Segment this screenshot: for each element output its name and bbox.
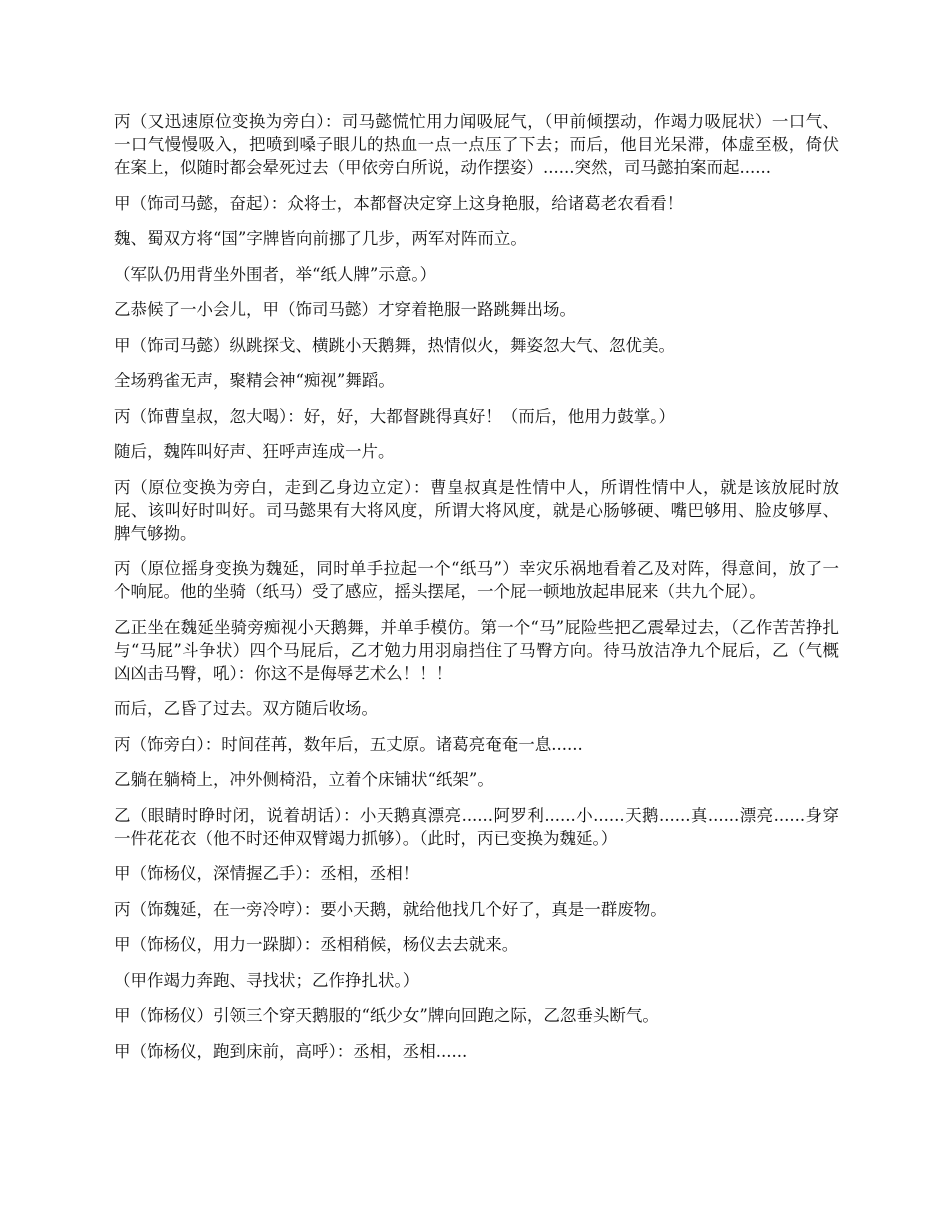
paragraph-8: 丙（饰曹皇叔，忽大喝）：好，好，大都督跳得真好！（而后，他用力鼓掌。）: [114, 406, 675, 426]
paragraph-18: 丙（饰魏延，在一旁冷哼）：要小天鹅，就给他找几个好了，真是一群废物。: [114, 899, 667, 919]
paragraph-6: 甲（饰司马懿）纵跳探戈、横跳小天鹅舞，热情似火，舞姿忽大气、忽优美。: [114, 335, 675, 355]
paragraph-11: 丙（原位摇身变换为魏延，同时单手拉起一个“纸马”）幸灾乐祸地看着乙及对阵，得意间，放了一个响屁。他的坐骑（纸马）受了感应，摇头摆尾，一个屁一顿地放起串屁来（共九个屁）。: [114, 559, 839, 601]
paragraph-5: 乙恭候了一小会儿，甲（饰司马懿）才穿着艳服一路跳舞出场。: [114, 300, 576, 319]
paragraph-21: 甲（饰杨仪）引领三个穿天鹅服的“纸少女”牌向回跑之际，乙忽垂头断气。: [114, 1006, 659, 1025]
paragraph-10: 丙（原位变换为旁白，走到乙身边立定）：曹皇叔真是性情中人，所谓性情中人，就是该放屁时放屁、该叫好时叫好。司马懿果有大将风度，所谓大将风度，就是心肠够硬、嘴巴够用、脸皮够厚、脾气够拗。: [114, 477, 839, 543]
paragraph-17: 甲（饰杨仪，深情握乙手）：丞相，丞相！: [114, 864, 420, 883]
paragraph-20: （甲作竭力奔跑、寻找状；乙作挣扎状。）: [114, 970, 420, 990]
paragraph-3: 魏、蜀双方将“国”字牌皆向前挪了几步，两军对阵而立。: [114, 229, 527, 248]
paragraph-15: 乙躺在躺椅上，冲外侧椅沿，立着个床铺状“纸架”。: [114, 770, 494, 789]
paragraph-2: 甲（饰司马懿，奋起）：众将士，本都督决定穿上这身艳服，给诸葛老农看看！: [114, 193, 684, 213]
paragraph-16: 乙（眼睛时睁时闭，说着胡话）：小天鹅真漂亮......阿罗利......小......天鹅......真......漂亮......身穿一件花花衣（他不时还伸双臂竭力抓够）。（此时，丙已变换为魏延。）: [114, 805, 839, 848]
paragraph-13: 而后，乙昏了过去。双方随后收场。: [114, 699, 378, 718]
paragraph-1: 丙（又迅速原位变换为旁白）：司马懿慌忙用力闻吸屁气，（甲前倾摆动，作竭力吸屁状）一口气、一口气慢慢吸入，把喷到嗓子眼儿的热血一点一点压了下去；而后，他目光呆滞，体虚至极，倚伏在案上，似随时都会晕死过去（甲依旁白所说，动作摆姿）......突然，司马懿拍案而起......: [114, 112, 839, 177]
paragraph-9: 随后，魏阵叫好声、狂呼声连成一片。: [114, 442, 395, 461]
paragraph-7: 全场鸦雀无声，聚精会神“痴视”舞蹈。: [114, 371, 395, 390]
paragraph-4: （军队仍用背坐外围者，举“纸人牌”示意。）: [114, 264, 437, 284]
paragraph-19: 甲（饰杨仪，用力一跺脚）：丞相稍候，杨仪去去就来。: [114, 935, 519, 954]
paragraph-14: 丙（饰旁白）：时间荏苒，数年后，五丈原。诸葛亮奄奄一息......: [114, 734, 583, 754]
paragraph-22: 甲（饰杨仪，跑到床前，高呼）：丞相，丞相......: [114, 1041, 468, 1061]
document-page: [114, 110, 839, 1075]
paragraph-12: 乙正坐在魏延坐骑旁痴视小天鹅舞，并单手模仿。第一个“马”屁险些把乙震晕过去，（乙作苦苦挣扎与“马屁”斗争状）四个马屁后，乙才勉力用羽扇挡住了马臀方向。待马放洁净九个屁后，乙（气概凶凶击马臀，吼）：你这不是侮辱艺术么！！！: [114, 617, 839, 683]
